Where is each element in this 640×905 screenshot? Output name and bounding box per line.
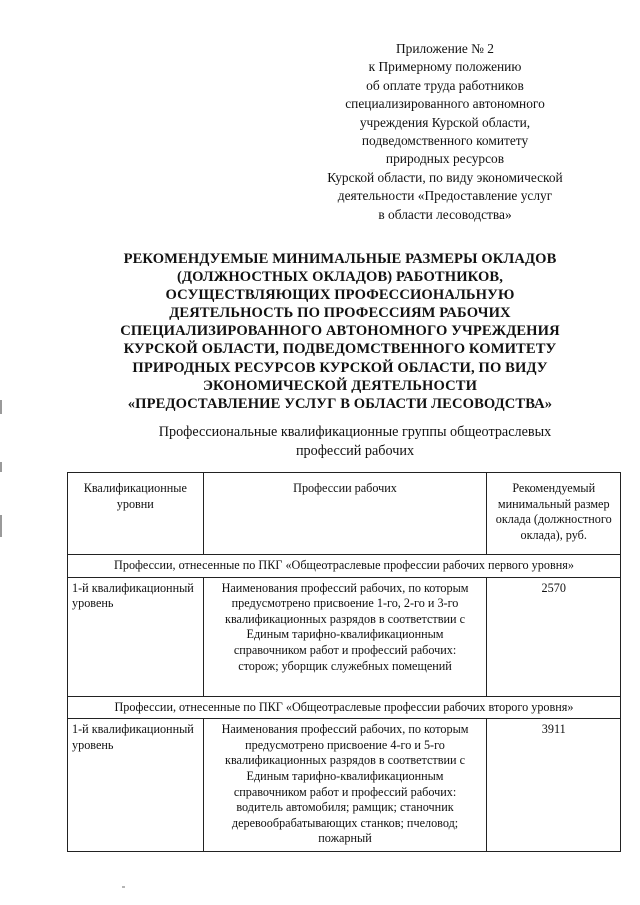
level-cell	[68, 719, 204, 852]
annex-line: учреждения Курской области,	[359, 114, 531, 130]
level-cell	[68, 577, 204, 696]
annex-line: подведомственного комитету	[361, 133, 529, 149]
professions-text: Наименования профессий рабочих, по которым	[221, 722, 469, 737]
header-level-text: Квалификационные	[83, 481, 187, 495]
salary-cell: 2570	[487, 577, 621, 696]
professions-text: сторож; уборщик служебных помещений	[238, 658, 452, 673]
table-caption	[110, 423, 600, 460]
professions-text: квалификационных разрядов в соответствии с	[225, 753, 465, 768]
professions-text: предусмотрено присвоение 1-го, 2-го и 3-го	[231, 596, 459, 611]
salary-table	[67, 472, 621, 852]
group-header-row	[68, 555, 621, 578]
professions-text: квалификационных разрядов в соответствии с	[225, 611, 465, 626]
annex-line: специализированного автономного	[345, 96, 545, 112]
professions-text: Наименования профессий рабочих, по которым	[221, 580, 469, 595]
level-text: 1-й квалификационный	[72, 580, 194, 595]
professions-text: пожарный	[318, 831, 372, 846]
salary-cell: 3911	[487, 719, 621, 852]
header-level-cell	[68, 473, 204, 555]
header-salary-text: оклада), руб.	[520, 527, 587, 542]
professions-text: Единым тарифно-квалификационным	[246, 627, 444, 642]
title-line: (ДОЛЖНОСТНЫХ ОКЛАДОВ) РАБОТНИКОВ,	[176, 269, 503, 286]
table-header-row	[68, 473, 621, 555]
group-title-cell: Профессии, отнесенные по ПКГ «Общеотраслевые профессии рабочих первого уровня»	[68, 555, 621, 578]
annex-line: к Примерному положению	[368, 59, 522, 75]
header-professions-cell	[203, 473, 487, 555]
title-line: СПЕЦИАЛИЗИРОВАННОГО АВТОНОМНОГО УЧРЕЖДЕНИЯ	[120, 323, 560, 340]
scan-margin-mark	[0, 515, 2, 537]
header-salary-text: Рекомендуемый	[512, 481, 596, 495]
group-title-cell: Профессии, отнесенные по ПКГ «Общеотраслевые профессии рабочих второго уровня»	[68, 696, 621, 719]
level-text: уровень	[72, 737, 114, 752]
professions-cell	[203, 577, 487, 696]
title-line: КУРСКОЙ ОБЛАСТИ, ПОДВЕДОМСТВЕННОГО КОМИТЕТУ	[123, 341, 557, 358]
table-row	[68, 719, 621, 852]
level-text: 1-й квалификационный	[72, 722, 194, 737]
title-line: «ПРЕДОСТАВЛЕНИЕ УСЛУГ В ОБЛАСТИ ЛЕСОВОДСТВА»	[127, 395, 553, 412]
annex-line: об оплате труда работников	[366, 77, 524, 93]
caption-line: Профессиональные квалификационные группы общеотраслевых	[158, 424, 552, 440]
annex-line: природных ресурсов	[385, 151, 505, 167]
annex-line: в области лесоводства»	[378, 206, 512, 222]
annex-line: Приложение № 2	[395, 41, 495, 56]
group-header-row	[68, 696, 621, 719]
professions-text: справочником работ и профессий рабочих:	[233, 642, 457, 657]
scan-speck	[122, 886, 125, 888]
title-line: ОСУЩЕСТВЛЯЮЩИХ ПРОФЕССИОНАЛЬНУЮ	[165, 287, 515, 304]
title-line: ЭКОНОМИЧЕСКОЙ ДЕЯТЕЛЬНОСТИ	[202, 377, 478, 394]
professions-text: справочником работ и профессий рабочих:	[233, 784, 457, 799]
header-salary-cell	[487, 473, 621, 555]
header-salary-text: минимальный размер	[497, 496, 610, 511]
caption-line: профессий рабочих	[295, 442, 415, 459]
annex-header	[290, 40, 600, 224]
level-text: уровень	[72, 596, 114, 611]
scan-margin-mark	[0, 400, 2, 414]
professions-text: Единым тарифно-квалификационным	[246, 768, 444, 783]
scan-margin-mark	[0, 462, 2, 472]
header-professions-text: Профессии рабочих	[293, 481, 397, 495]
title-line: ПРИРОДНЫХ РЕСУРСОВ КУРСКОЙ ОБЛАСТИ, ПО ВИДУ	[132, 359, 548, 376]
professions-text: деревообрабатывающих станков; пчеловод;	[231, 815, 459, 830]
professions-text: водитель автомобиля; рамщик; станочник	[236, 800, 454, 815]
document-title	[60, 250, 620, 413]
header-level-text: уровни	[116, 496, 154, 511]
title-line: РЕКОМЕНДУЕМЫЕ МИНИМАЛЬНЫЕ РАЗМЕРЫ ОКЛАДОВ	[123, 251, 557, 267]
annex-line: деятельности «Предоставление услуг	[337, 188, 553, 204]
annex-line: Курской области, по виду экономической	[327, 169, 563, 185]
professions-cell	[203, 719, 487, 852]
title-line: ДЕЯТЕЛЬНОСТЬ ПО ПРОФЕССИЯМ РАБОЧИХ	[169, 305, 511, 322]
header-salary-text: оклада (должностного	[495, 512, 612, 527]
table-row	[68, 577, 621, 696]
professions-text: предусмотрено присвоение 4-го и 5-го	[245, 737, 445, 752]
